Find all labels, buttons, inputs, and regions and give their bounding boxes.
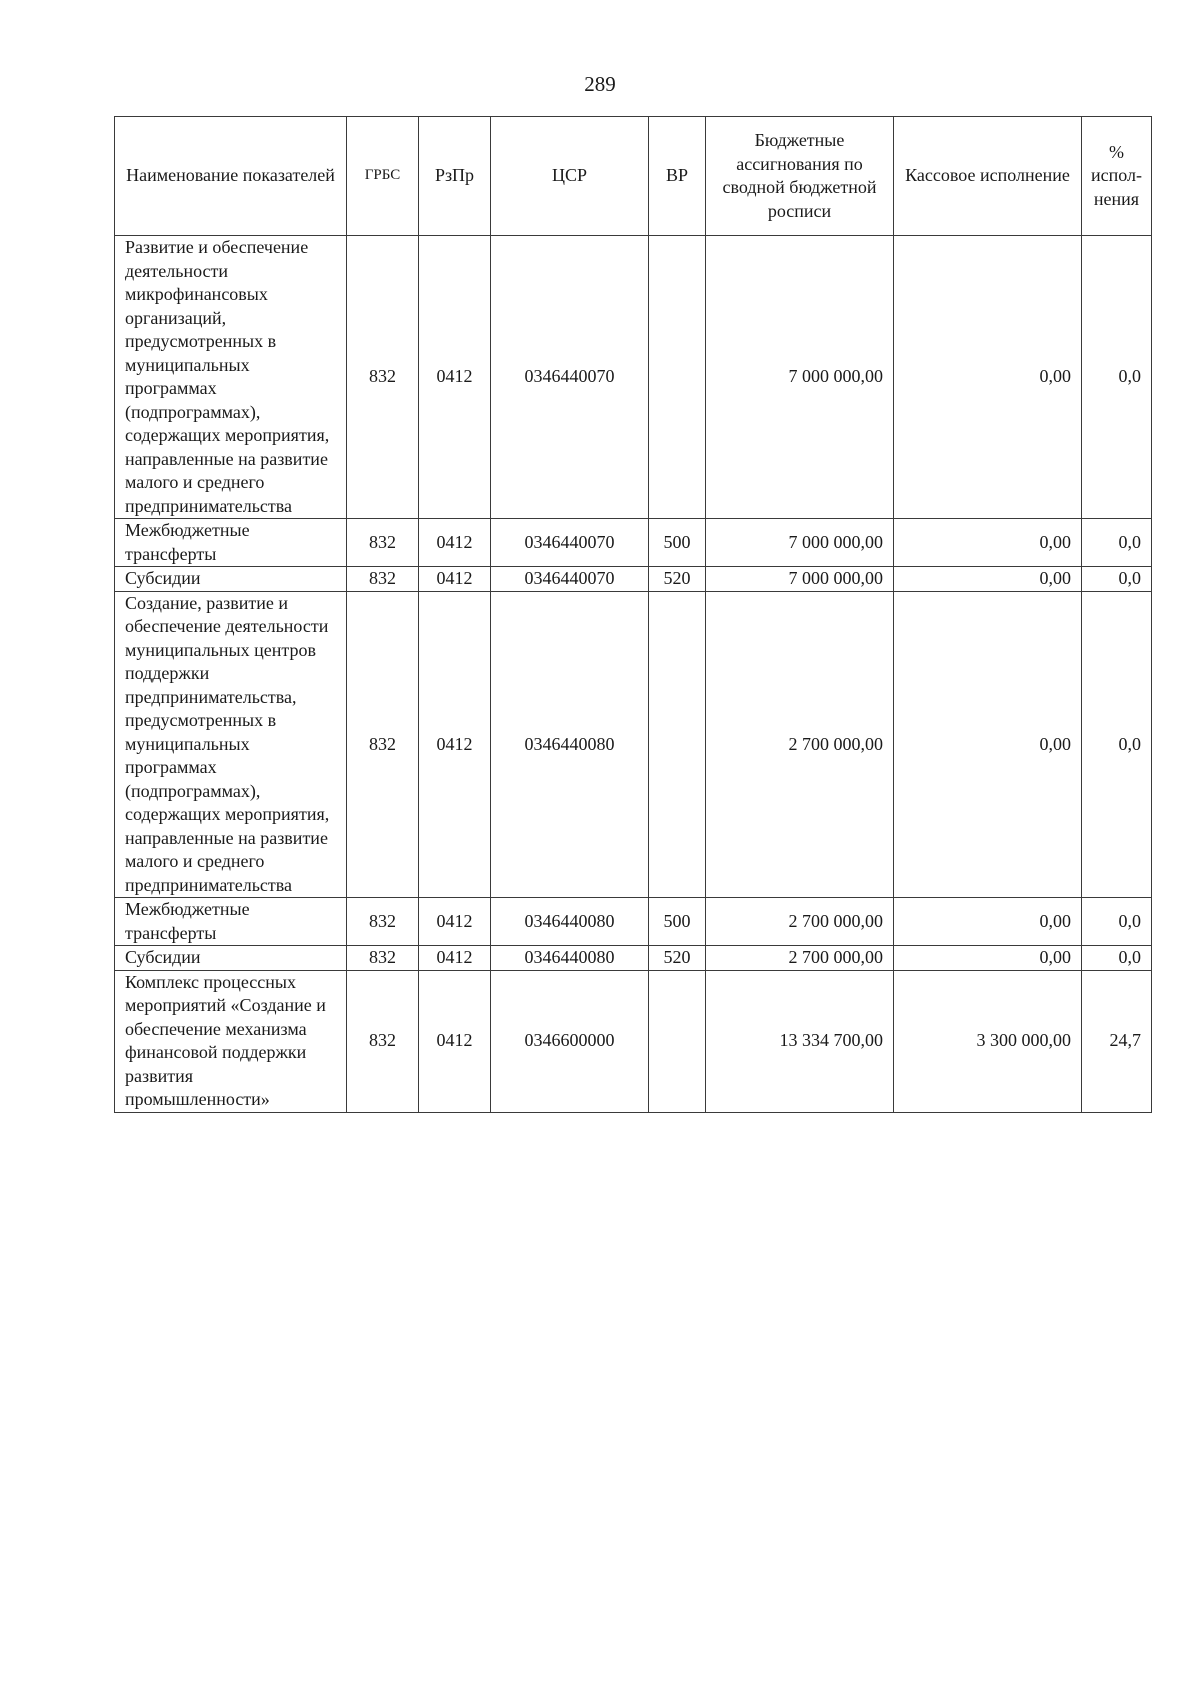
cell-name: Межбюджетные трансферты [115, 898, 347, 946]
cell-grbs: 832 [347, 970, 419, 1112]
cell-budget: 2 700 000,00 [706, 591, 894, 898]
cell-percent: 0,0 [1082, 946, 1152, 971]
header-csr: ЦСР [491, 117, 649, 236]
cell-budget: 2 700 000,00 [706, 946, 894, 971]
cell-grbs: 832 [347, 236, 419, 519]
cell-budget: 13 334 700,00 [706, 970, 894, 1112]
cell-grbs: 832 [347, 567, 419, 592]
cell-grbs: 832 [347, 946, 419, 971]
cell-vr: 520 [649, 567, 706, 592]
header-cash: Кассовое исполнение [894, 117, 1082, 236]
cell-rzpr: 0412 [419, 567, 491, 592]
cell-csr: 0346440070 [491, 236, 649, 519]
page-number: 289 [584, 72, 616, 96]
cell-csr: 0346600000 [491, 970, 649, 1112]
table-row [115, 591, 1152, 898]
cell-name: Межбюджетные трансферты [115, 519, 347, 567]
cell-cash: 0,00 [894, 591, 1082, 898]
cell-grbs: 832 [347, 591, 419, 898]
cell-vr: 500 [649, 519, 706, 567]
cell-cash: 0,00 [894, 567, 1082, 592]
cell-percent: 0,0 [1082, 236, 1152, 519]
cell-name: Развитие и обеспечение деятельности микрофинансовых организаций, предусмотренных в муниципальных программах (подпрограммах), содержащих мероприятия, направленные на развитие малого и среднего предпринимательства [115, 236, 347, 519]
cell-cash: 0,00 [894, 946, 1082, 971]
table-row [115, 970, 1152, 1112]
cell-budget: 7 000 000,00 [706, 567, 894, 592]
cell-csr: 0346440080 [491, 946, 649, 971]
header-rzpr: РзПр [419, 117, 491, 236]
table-row [115, 567, 1152, 592]
cell-budget: 2 700 000,00 [706, 898, 894, 946]
cell-cash: 0,00 [894, 898, 1082, 946]
cell-vr [649, 591, 706, 898]
cell-rzpr: 0412 [419, 236, 491, 519]
cell-csr: 0346440070 [491, 567, 649, 592]
cell-percent: 24,7 [1082, 970, 1152, 1112]
header-percent: % испол- нения [1082, 117, 1152, 236]
table-row [115, 946, 1152, 971]
cell-percent: 0,0 [1082, 567, 1152, 592]
cell-cash: 0,00 [894, 519, 1082, 567]
cell-percent: 0,0 [1082, 519, 1152, 567]
table-header-row [115, 117, 1152, 236]
cell-csr: 0346440080 [491, 591, 649, 898]
table-row [115, 236, 1152, 519]
table-row [115, 519, 1152, 567]
cell-budget: 7 000 000,00 [706, 236, 894, 519]
cell-name: Создание, развитие и обеспечение деятельности муниципальных центров поддержки предпринимательства, предусмотренных в муниципальных программах (подпрограммах), содержащих мероприятия, направленные на развитие малого и среднего предпринимательства [115, 591, 347, 898]
table-body [115, 236, 1152, 1113]
cell-csr: 0346440070 [491, 519, 649, 567]
cell-grbs: 832 [347, 519, 419, 567]
cell-name: Комплекс процессных мероприятий «Создание и обеспечение механизма финансовой поддержки развития промышленности» [115, 970, 347, 1112]
cell-cash: 0,00 [894, 236, 1082, 519]
cell-grbs: 832 [347, 898, 419, 946]
cell-percent: 0,0 [1082, 898, 1152, 946]
cell-csr: 0346440080 [491, 898, 649, 946]
cell-cash: 3 300 000,00 [894, 970, 1082, 1112]
cell-name: Субсидии [115, 946, 347, 971]
table-row [115, 898, 1152, 946]
cell-rzpr: 0412 [419, 591, 491, 898]
cell-vr [649, 236, 706, 519]
cell-budget: 7 000 000,00 [706, 519, 894, 567]
cell-vr: 500 [649, 898, 706, 946]
cell-rzpr: 0412 [419, 898, 491, 946]
header-vr: ВР [649, 117, 706, 236]
cell-vr: 520 [649, 946, 706, 971]
header-grbs: ГРБС [347, 117, 419, 236]
cell-name: Субсидии [115, 567, 347, 592]
cell-rzpr: 0412 [419, 946, 491, 971]
cell-percent: 0,0 [1082, 591, 1152, 898]
budget-execution-table [114, 116, 1152, 1113]
cell-rzpr: 0412 [419, 970, 491, 1112]
cell-vr [649, 970, 706, 1112]
cell-rzpr: 0412 [419, 519, 491, 567]
header-budget: Бюджетные ассигнования по сводной бюджетной росписи [706, 117, 894, 236]
header-name: Наименование показателей [115, 117, 347, 236]
